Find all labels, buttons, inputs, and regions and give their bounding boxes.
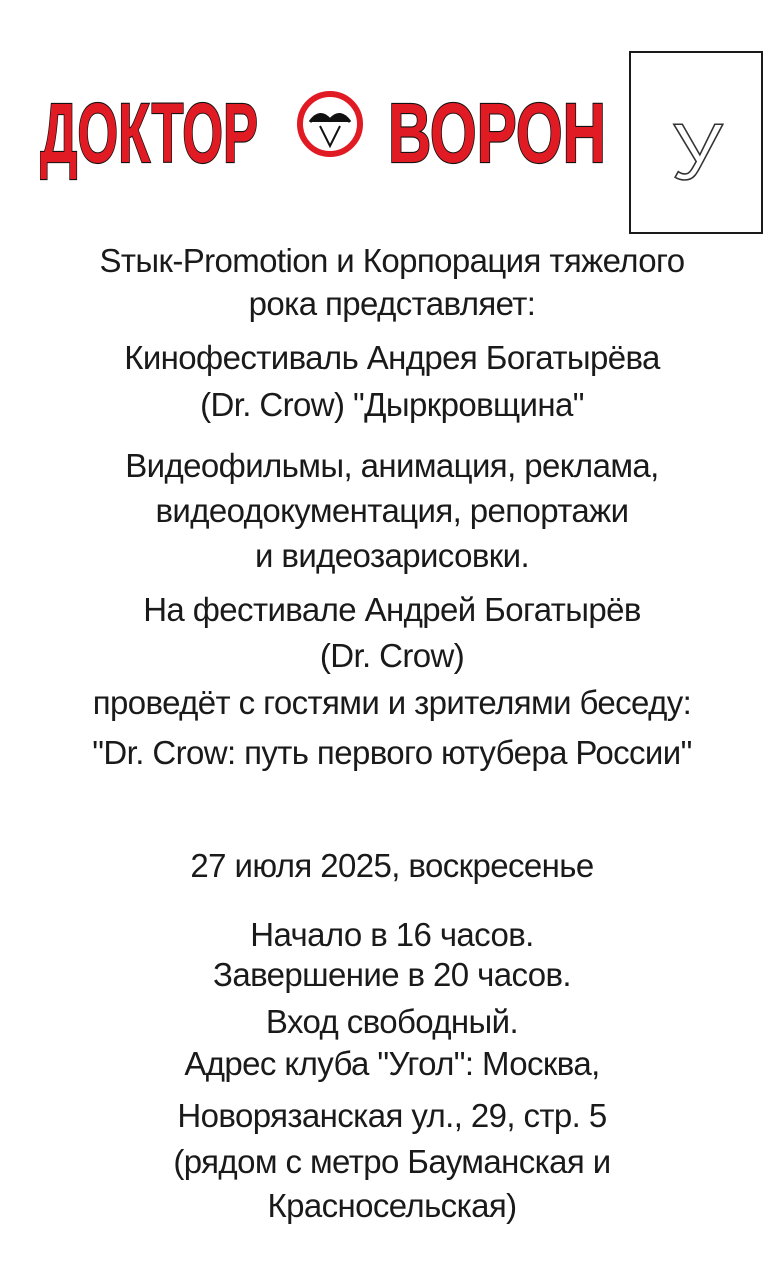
logo-left-word: ДОКТОР [40, 86, 258, 180]
logo-wordmark [40, 62, 630, 182]
svg-text:У: У [671, 111, 723, 187]
event-start: Начало в 16 часов. [250, 916, 534, 953]
logo-right-word: ВОРОН [388, 86, 606, 180]
event-date: 27 июля 2025, воскресенье [190, 847, 594, 884]
event-address-3: (рядом с метро Бауманская и [173, 1143, 611, 1180]
talk-line-1: На фестивале Андрей Богатырёв [143, 591, 641, 628]
logo-box-letter [665, 111, 729, 187]
festival-line-2: (Dr. Crow) "Дыркровщина" [200, 386, 584, 423]
talk-line-4: "Dr. Crow: путь первого ютубера России" [92, 734, 692, 771]
genres-line-3: и видеозарисовки. [254, 537, 530, 574]
event-address-2: Новорязанская ул., 29, стр. 5 [177, 1097, 607, 1134]
logo-letter-box [629, 51, 763, 234]
event-address-1: Адрес клуба "Угол": Москва, [184, 1045, 600, 1082]
logo-header [0, 0, 784, 250]
presenter-line-2: рока представляет: [248, 285, 536, 322]
presenter-line-1: Sтык-Promotion и Корпорация тяжелого [99, 242, 685, 279]
event-address-4: Красносельская) [267, 1187, 517, 1224]
talk-line-2: (Dr. Crow) [319, 637, 465, 674]
festival-line-1: Кинофестиваль Андрея Богатырёва [124, 339, 660, 376]
genres-line-2: видеодокументация, репортажи [155, 492, 629, 529]
crow-face-icon [300, 94, 360, 154]
event-entry: Вход свободный. [265, 1003, 519, 1040]
event-end: Завершение в 20 часов. [212, 956, 571, 993]
talk-line-3: проведёт с гостями и зрителями беседу: [92, 684, 692, 721]
genres-line-1: Видеофильмы, анимация, реклама, [125, 447, 659, 484]
